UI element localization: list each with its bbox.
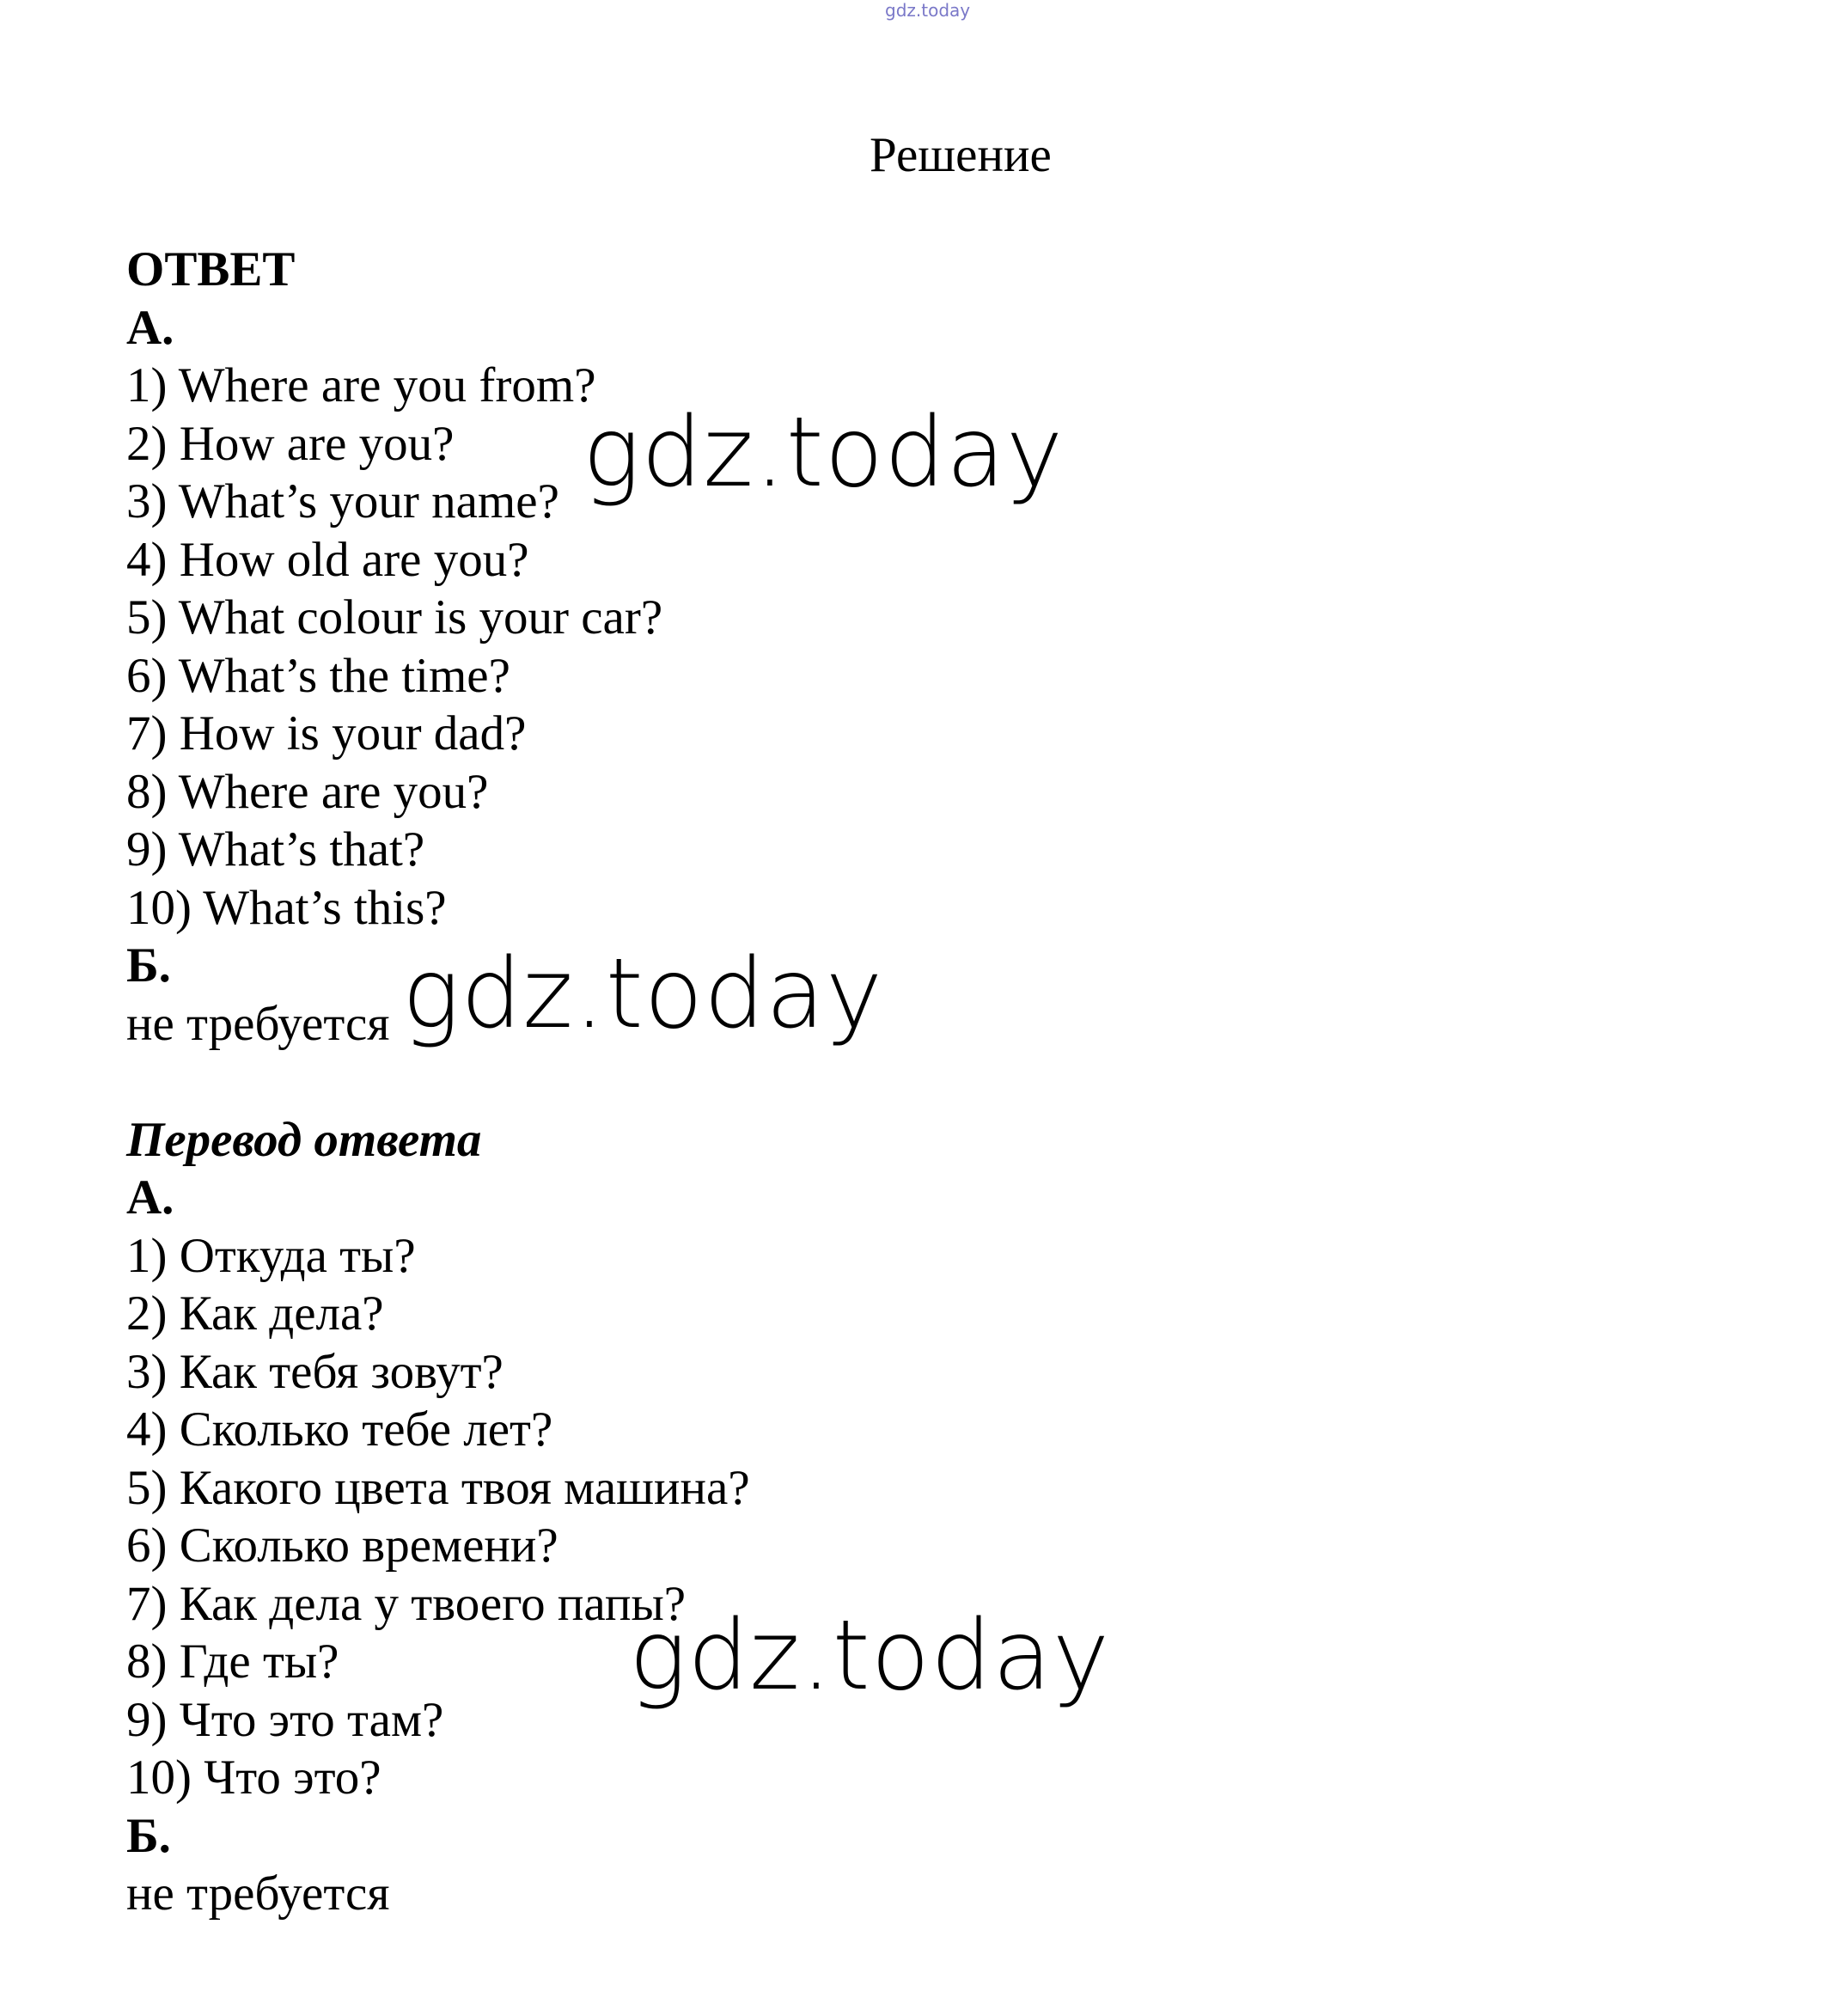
- answer-item: 1) Where are you from?: [126, 358, 596, 412]
- answer-item: 7) How is your dad?: [126, 706, 527, 761]
- answer-heading: ОТВЕТ: [126, 242, 296, 296]
- answer-section-b-label: Б.: [126, 938, 171, 993]
- translation-section-b-label: Б.: [126, 1808, 171, 1863]
- answer-section-a-label: А.: [126, 300, 174, 355]
- answer-section-b-text: не требуется: [126, 996, 390, 1051]
- translation-item: 3) Как тебя зовут?: [126, 1344, 504, 1399]
- answer-item: 4) How old are you?: [126, 532, 529, 587]
- translation-item: 6) Сколько времени?: [126, 1518, 558, 1573]
- translation-item: 4) Сколько тебе лет?: [126, 1402, 553, 1457]
- section-spacer: [126, 1053, 1329, 1111]
- answer-item: 3) What’s your name?: [126, 474, 559, 528]
- translation-item: 1) Откуда ты?: [126, 1228, 416, 1283]
- watermark-logo: gdz.today: [629, 1600, 1111, 1712]
- translation-item: 8) Где ты?: [126, 1634, 339, 1689]
- answer-item: 9) What’s that?: [126, 822, 425, 877]
- answer-item: 5) What colour is your car?: [126, 590, 663, 645]
- translation-item: 5) Какого цвета твоя машина?: [126, 1460, 750, 1515]
- answer-item: 6) What’s the time?: [126, 648, 510, 703]
- translation-item: 9) Что это там?: [126, 1692, 444, 1747]
- translation-item: 2) Как дела?: [126, 1286, 384, 1341]
- translation-section-a-label: А.: [126, 1170, 174, 1225]
- page-title: Решение: [870, 128, 1052, 182]
- translation-heading: Перевод ответа: [126, 1112, 482, 1167]
- answer-item: 8) Where are you?: [126, 764, 489, 819]
- translation-section-b-text: не требуется: [126, 1866, 390, 1921]
- watermark-logo: gdz.today: [583, 397, 1065, 509]
- top-watermark-link: gdz.today: [885, 0, 971, 21]
- answer-item: 2) How are you?: [126, 416, 455, 471]
- translation-item: 10) Что это?: [126, 1750, 381, 1805]
- watermark-logo: gdz.today: [402, 938, 884, 1050]
- translation-item: 7) Как дела у твоего папы?: [126, 1576, 687, 1631]
- answer-item: 10) What’s this?: [126, 880, 447, 935]
